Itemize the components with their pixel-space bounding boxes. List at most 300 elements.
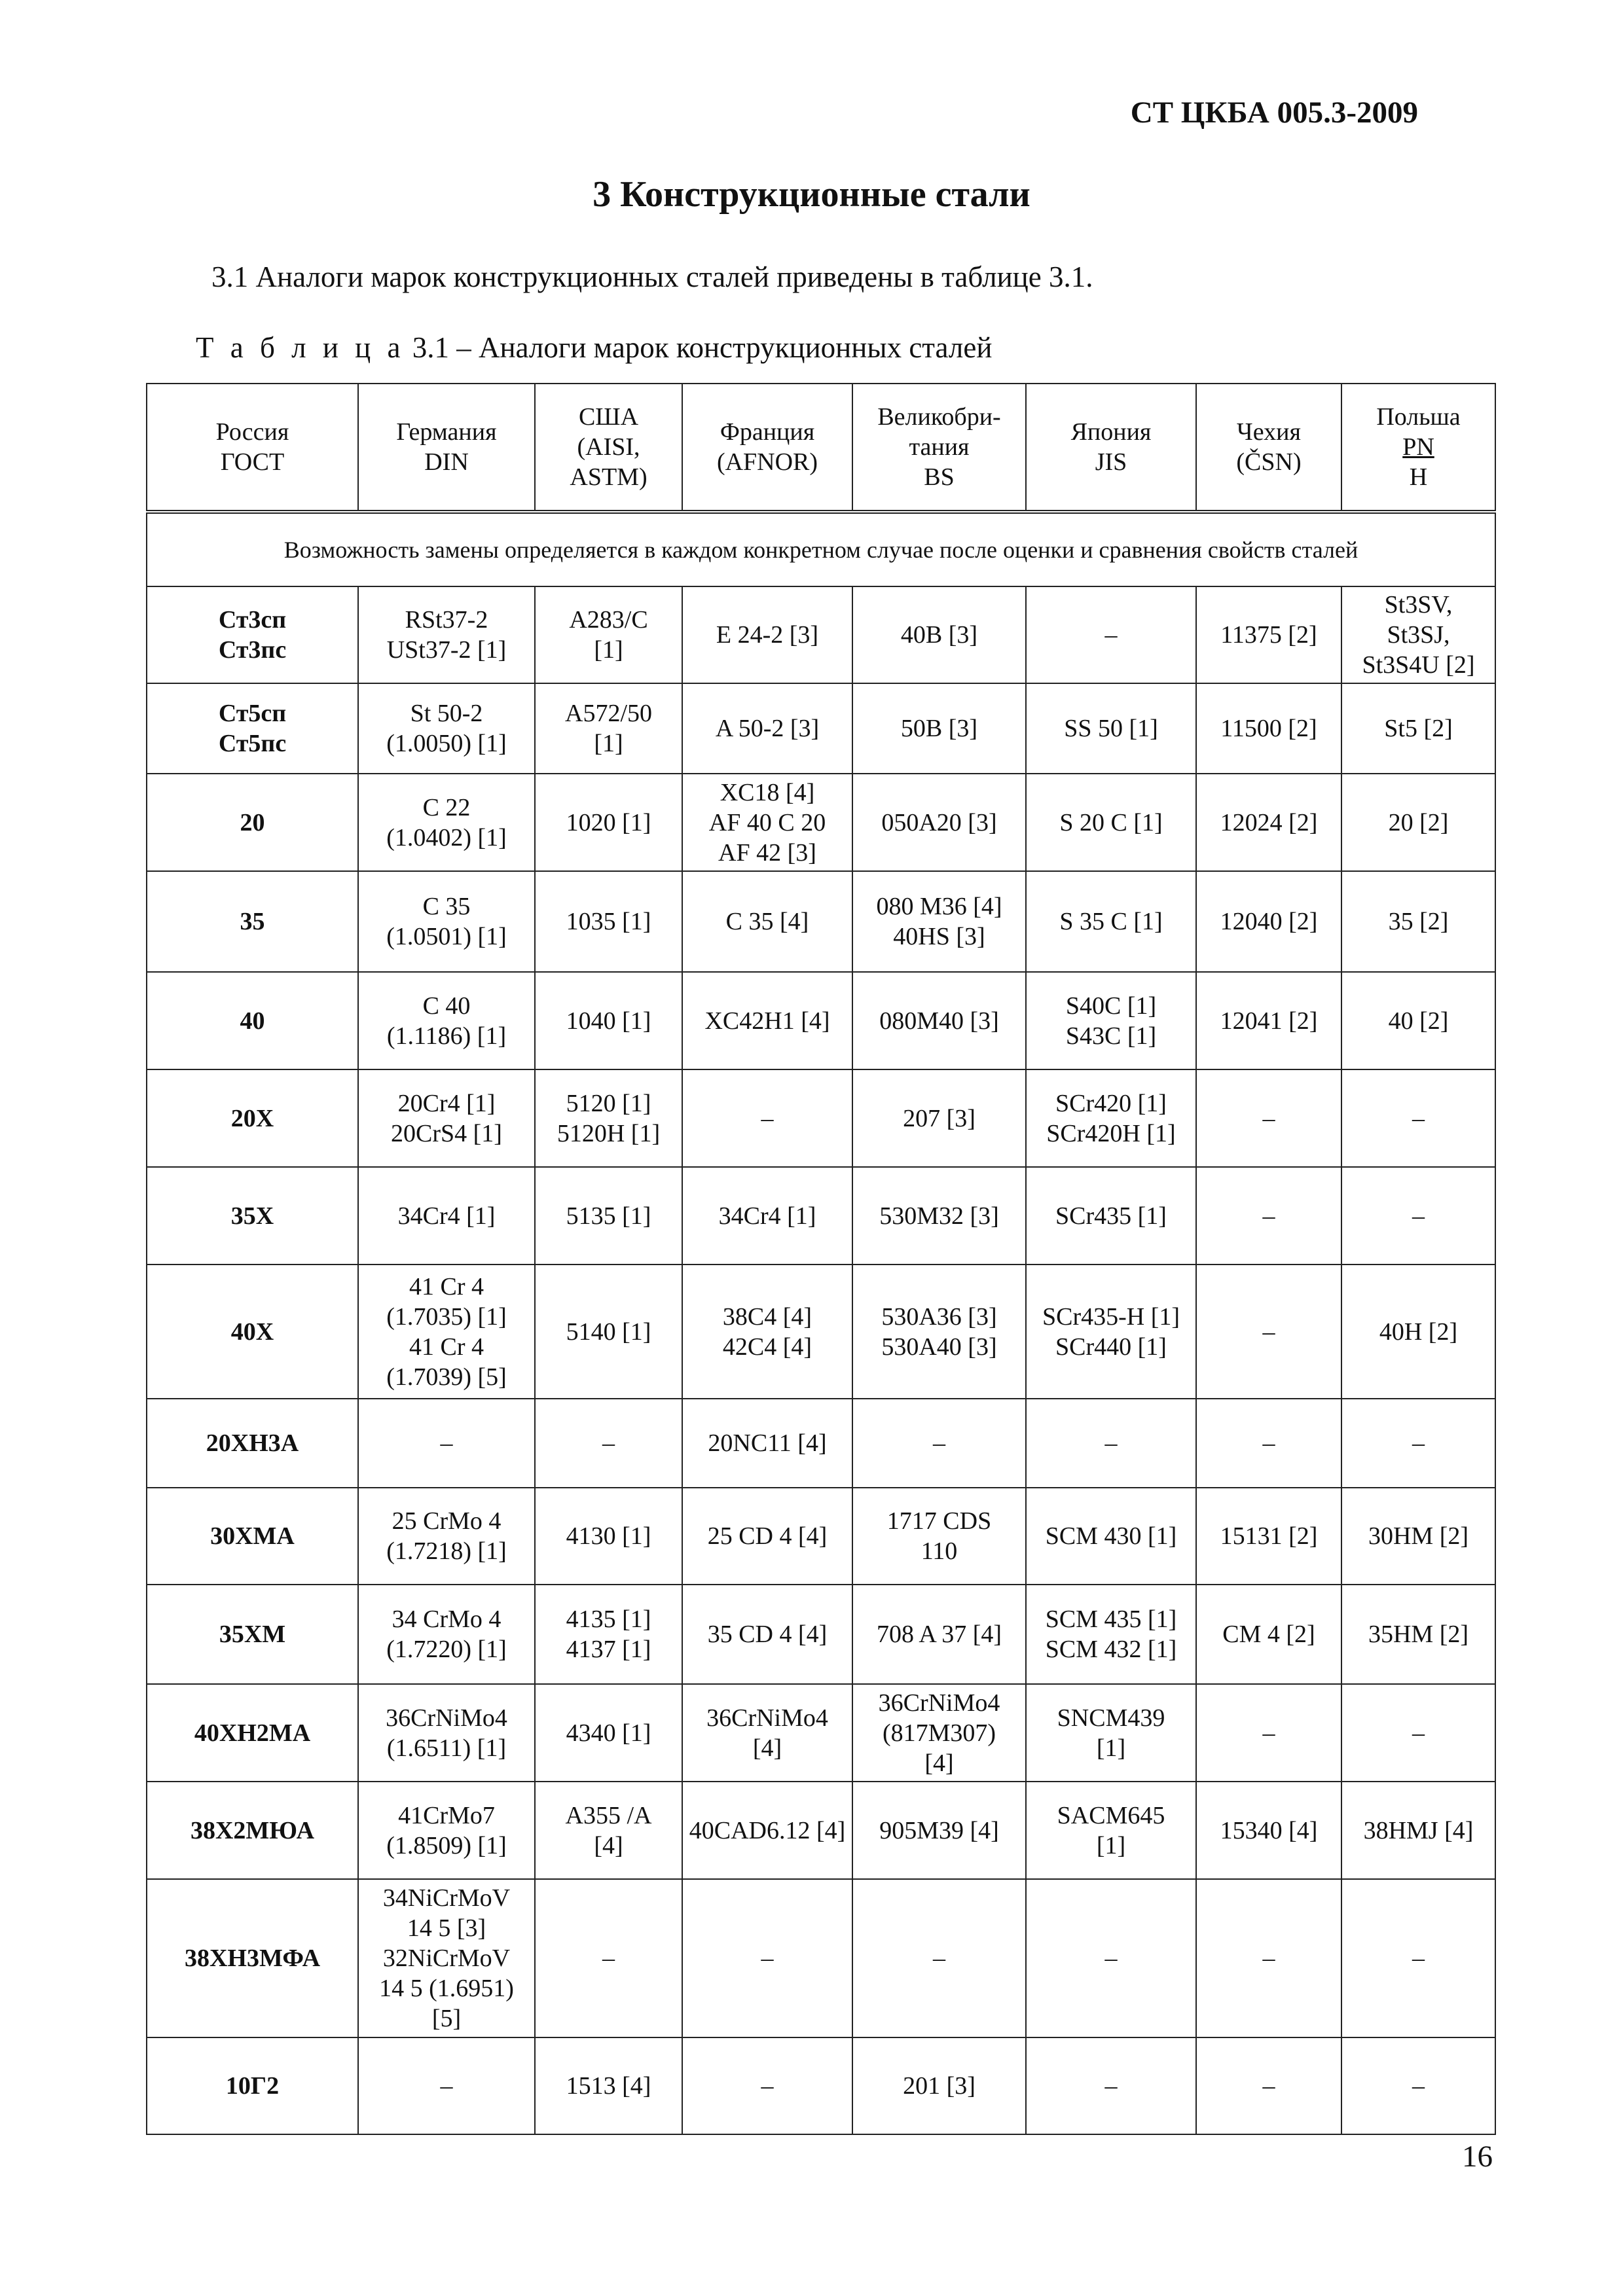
cell-germany [358, 683, 535, 774]
cell-germany [358, 586, 535, 683]
cell-poland [1341, 586, 1495, 683]
cell-czech [1196, 586, 1341, 683]
cell-russia [147, 1399, 358, 1488]
cell-line: 38ХН3МФА [184, 1945, 321, 1972]
intro-paragraph: 3.1 Аналоги марок конструкционных сталей приведены в таблице 3.1. [211, 260, 1093, 293]
cell-germany [358, 1879, 535, 2037]
cell-line: 12040 [2] [1220, 908, 1318, 935]
cell-line: (1.0402) [1] [386, 823, 507, 852]
cell-japan [1026, 1488, 1196, 1585]
cell-russia [147, 586, 358, 683]
cell-line: – [602, 1945, 615, 1972]
cell-france [682, 1879, 852, 2037]
cell-line: (1.6511) [1] [386, 1734, 507, 1762]
cell-uk [852, 2037, 1026, 2134]
cell-line: [4] [752, 1734, 782, 1762]
cell-line: – [1104, 1945, 1118, 1972]
cell-line: C 35 [422, 893, 471, 920]
cell-line: [1] [1096, 1734, 1126, 1762]
cell-line: S43C [1] [1065, 1022, 1157, 1050]
cell-czech [1196, 1265, 1341, 1399]
cell-usa [535, 1488, 682, 1585]
cell-russia [147, 1782, 358, 1879]
table-row [147, 972, 1495, 1069]
table-note-row [147, 512, 1495, 586]
cell-line: – [1412, 1429, 1425, 1457]
cell-line: A355 /A [565, 1801, 652, 1829]
cell-line: S40C [1] [1065, 992, 1157, 1020]
cell-line: XC42H1 [4] [704, 1007, 830, 1035]
cell-line: 530M32 [3] [879, 1202, 999, 1230]
cell-usa [535, 972, 682, 1069]
table-row [147, 1265, 1495, 1399]
cell-line: (1.1186) [1] [386, 1022, 507, 1050]
cell-line: – [1412, 1104, 1425, 1132]
cell-line: (1.0050) [1] [386, 730, 507, 757]
cell-poland [1341, 683, 1495, 774]
cell-line: 30HM [2] [1368, 1522, 1469, 1550]
cell-line: 32NiCrMoV [382, 1945, 511, 1972]
cell-czech [1196, 774, 1341, 871]
cell-czech [1196, 1399, 1341, 1488]
cell-poland [1341, 1782, 1495, 1879]
cell-line: – [1262, 1945, 1275, 1972]
cell-line: 42C4 [4] [722, 1333, 812, 1361]
cell-france [682, 1399, 852, 1488]
cell-line: 1035 [1] [566, 908, 651, 935]
cell-france [682, 871, 852, 972]
cell-uk [852, 774, 1026, 871]
cell-usa [535, 1782, 682, 1879]
cell-czech [1196, 1069, 1341, 1167]
cell-line: 34Cr4 [1] [718, 1202, 816, 1230]
cell-france [682, 1167, 852, 1265]
cell-france [682, 972, 852, 1069]
cell-uk [852, 1069, 1026, 1167]
cell-uk [852, 1879, 1026, 2037]
cell-line: 20 [2] [1388, 808, 1449, 836]
cell-czech [1196, 2037, 1341, 2134]
cell-line: – [602, 1429, 615, 1457]
header-usa: США (AISI, ASTM) [535, 384, 682, 512]
cell-line: 35 [240, 908, 265, 935]
cell-russia [147, 1879, 358, 2037]
cell-line: 20 [240, 808, 265, 836]
cell-line: 1040 [1] [566, 1007, 651, 1035]
cell-line: [1] [1096, 1831, 1126, 1859]
cell-france [682, 586, 852, 683]
cell-line: 10Г2 [225, 2072, 280, 2100]
cell-poland [1341, 2037, 1495, 2134]
cell-poland [1341, 1488, 1495, 1585]
cell-line: A283/C [569, 606, 648, 634]
cell-uk [852, 586, 1026, 683]
cell-line: St5 [2] [1384, 715, 1453, 742]
cell-line: 34 CrMo 4 [392, 1605, 501, 1633]
cell-line: SCr420 [1] [1055, 1089, 1167, 1117]
cell-line: 4135 [1] [566, 1605, 651, 1633]
cell-usa [535, 1399, 682, 1488]
cell-france [682, 2037, 852, 2134]
cell-russia [147, 2037, 358, 2134]
cell-line: 35HM [2] [1368, 1621, 1469, 1648]
cell-uk [852, 1684, 1026, 1782]
cell-line: 050A20 [3] [881, 808, 997, 836]
cell-line: – [1104, 2072, 1118, 2100]
cell-czech [1196, 1879, 1341, 2037]
page-number: 16 [1462, 2140, 1493, 2174]
cell-france [682, 1265, 852, 1399]
cell-germany [358, 1399, 535, 1488]
cell-line: [1] [594, 636, 623, 664]
cell-line: SCM 432 [1] [1045, 1636, 1177, 1663]
cell-france [682, 1782, 852, 1879]
cell-germany [358, 1069, 535, 1167]
cell-line: [1] [594, 730, 623, 757]
cell-line: SNCM439 [1057, 1704, 1165, 1732]
cell-line: Ст5сп [218, 700, 287, 727]
section-title: 3 Конструкционные стали [593, 174, 1030, 215]
table-row [147, 1585, 1495, 1684]
cell-line: 14 5 [3] [407, 1914, 486, 1942]
cell-line: SCM 430 [1] [1045, 1522, 1177, 1550]
cell-france [682, 683, 852, 774]
cell-czech [1196, 1167, 1341, 1265]
cell-line: 5135 [1] [566, 1202, 651, 1230]
cell-line: (1.7035) [1] [386, 1302, 507, 1331]
cell-line: 20NC11 [4] [708, 1429, 827, 1457]
cell-line: 4130 [1] [566, 1522, 651, 1550]
cell-usa [535, 683, 682, 774]
cell-japan [1026, 1585, 1196, 1684]
cell-line: – [1104, 621, 1118, 649]
cell-uk [852, 972, 1026, 1069]
cell-line: 35X [230, 1202, 274, 1230]
cell-line: 530A36 [3] [881, 1302, 997, 1331]
cell-line: St3SV, [1384, 591, 1453, 619]
cell-czech [1196, 1684, 1341, 1782]
cell-russia [147, 1265, 358, 1399]
header-poland: Польша PN H [1341, 384, 1495, 512]
cell-line: 38C4 [4] [722, 1302, 812, 1331]
cell-japan [1026, 1684, 1196, 1782]
cell-line: SCr435-H [1] [1042, 1302, 1180, 1331]
cell-line: 4340 [1] [566, 1719, 651, 1747]
cell-line: – [440, 2072, 453, 2100]
cell-line: – [1412, 1945, 1425, 1972]
cell-line: 15340 [4] [1220, 1816, 1318, 1844]
cell-uk [852, 1167, 1026, 1265]
cell-poland [1341, 1684, 1495, 1782]
table-row [147, 1782, 1495, 1879]
cell-russia [147, 972, 358, 1069]
cell-line: C 35 [4] [725, 908, 809, 935]
cell-line: [5] [431, 2005, 462, 2032]
cell-line: XC18 [4] [720, 778, 815, 806]
cell-line: 708 A 37 [4] [876, 1621, 1002, 1648]
table-header-row [147, 384, 1495, 512]
table-row [147, 1399, 1495, 1488]
cell-line: A572/50 [565, 700, 652, 727]
cell-line: – [440, 1429, 453, 1457]
cell-czech [1196, 683, 1341, 774]
document-code: СТ ЦКБА 005.3-2009 [1130, 96, 1418, 130]
cell-line: USt37-2 [1] [386, 636, 507, 664]
cell-line: Ст3пс [218, 636, 287, 664]
cell-line: Ст3сп [218, 606, 287, 634]
cell-line: 35ХМ [219, 1621, 286, 1648]
cell-usa [535, 2037, 682, 2134]
cell-usa [535, 1585, 682, 1684]
cell-line: 1513 [4] [566, 2072, 651, 2100]
cell-line: 40CAD6.12 [4] [689, 1816, 846, 1844]
cell-czech [1196, 972, 1341, 1069]
cell-line: SCr435 [1] [1055, 1202, 1167, 1230]
cell-line: 34Cr4 [1] [397, 1202, 496, 1230]
header-uk: Великобри- тания BS [852, 384, 1026, 512]
cell-line: 35 [2] [1388, 908, 1449, 935]
cell-usa [535, 774, 682, 871]
cell-line: S 20 C [1] [1059, 808, 1163, 836]
cell-line: 30ХМА [210, 1522, 295, 1550]
cell-uk [852, 683, 1026, 774]
cell-usa [535, 1265, 682, 1399]
cell-russia [147, 1585, 358, 1684]
cell-poland [1341, 1167, 1495, 1265]
cell-line: 36CrNiMo4 [706, 1704, 828, 1732]
cell-japan [1026, 1069, 1196, 1167]
cell-line: – [761, 1104, 774, 1132]
cell-line: 50B [3] [900, 715, 978, 742]
cell-france [682, 1488, 852, 1585]
cell-czech [1196, 1782, 1341, 1879]
cell-line: 11500 [2] [1220, 715, 1317, 742]
cell-japan [1026, 871, 1196, 972]
cell-germany [358, 2037, 535, 2134]
cell-poland [1341, 1585, 1495, 1684]
cell-line: St 50-2 [410, 700, 483, 727]
cell-line: 5120 [1] [566, 1089, 651, 1117]
cell-japan [1026, 1879, 1196, 2037]
cell-czech [1196, 1488, 1341, 1585]
cell-line: – [1262, 1429, 1275, 1457]
table-row [147, 871, 1495, 972]
header-japan: Япония JIS [1026, 384, 1196, 512]
cell-russia [147, 1684, 358, 1782]
cell-line: St3SJ, [1387, 621, 1450, 649]
cell-germany [358, 871, 535, 972]
cell-line: S 35 C [1] [1059, 908, 1163, 935]
cell-line: SACM645 [1057, 1801, 1165, 1829]
cell-line: – [1262, 1104, 1275, 1132]
cell-japan [1026, 972, 1196, 1069]
table-row [147, 1488, 1495, 1585]
cell-line: (1.7218) [1] [386, 1537, 507, 1565]
cell-line: 12024 [2] [1220, 808, 1318, 836]
cell-line: 40ХН2МА [194, 1719, 311, 1747]
cell-line: – [933, 1429, 945, 1457]
cell-line: AF 42 [3] [718, 838, 816, 867]
cell-line: 20X [230, 1104, 274, 1132]
cell-line: 40X [230, 1318, 274, 1346]
cell-line: – [1412, 1202, 1425, 1230]
cell-russia [147, 774, 358, 871]
cell-line: 12041 [2] [1220, 1007, 1318, 1035]
cell-line: 080 M36 [4] [876, 893, 1002, 920]
cell-uk [852, 1782, 1026, 1879]
cell-usa [535, 586, 682, 683]
header-russia: Россия ГОСТ [147, 384, 358, 512]
cell-france [682, 1069, 852, 1167]
cell-line: SS 50 [1] [1064, 715, 1158, 742]
cell-france [682, 1585, 852, 1684]
cell-line: 41 Cr 4 [409, 1333, 484, 1361]
cell-czech [1196, 871, 1341, 972]
table-row [147, 1167, 1495, 1265]
cell-uk [852, 1265, 1026, 1399]
table-note: Возможность замены определяется в каждом конкретном случае после оценки и сравнения свойств сталей [147, 512, 1495, 586]
cell-japan [1026, 1265, 1196, 1399]
cell-germany [358, 972, 535, 1069]
cell-germany [358, 1585, 535, 1684]
cell-germany [358, 1488, 535, 1585]
cell-line: 40 [240, 1007, 265, 1035]
table-row [147, 1069, 1495, 1167]
header-france: Франция (AFNOR) [682, 384, 852, 512]
cell-line: 080M40 [3] [879, 1007, 999, 1035]
cell-line: – [1412, 1719, 1425, 1747]
cell-line: SCr440 [1] [1055, 1333, 1167, 1361]
cell-line: 5140 [1] [566, 1318, 651, 1346]
cell-poland [1341, 1399, 1495, 1488]
cell-france [682, 1684, 852, 1782]
cell-line: (1.7039) [5] [386, 1363, 507, 1391]
cell-line: – [761, 2072, 774, 2100]
cell-line: – [1262, 2072, 1275, 2100]
cell-line: 11375 [2] [1220, 621, 1317, 649]
header-czech: Чехия (ČSN) [1196, 384, 1341, 512]
cell-line: 905M39 [4] [879, 1816, 999, 1844]
table-row [147, 586, 1495, 683]
cell-czech [1196, 1585, 1341, 1684]
cell-japan [1026, 586, 1196, 683]
table-caption-text: 3.1 – Аналоги марок конструкционных сталей [412, 331, 993, 364]
cell-line: 40 [2] [1388, 1007, 1449, 1035]
cell-line: – [1412, 2072, 1425, 2100]
cell-germany [358, 1265, 535, 1399]
cell-line: 20CrS4 [1] [391, 1119, 502, 1147]
table-row [147, 1879, 1495, 2037]
cell-line: 1020 [1] [566, 808, 651, 836]
cell-germany [358, 1684, 535, 1782]
cell-line: 201 [3] [903, 2072, 976, 2100]
cell-line: 38HMJ [4] [1363, 1816, 1474, 1844]
cell-line: C 40 [422, 992, 471, 1020]
cell-line: 530A40 [3] [881, 1333, 997, 1361]
cell-line: RSt37-2 [405, 606, 488, 634]
cell-poland [1341, 871, 1495, 972]
table-caption [196, 329, 992, 366]
cell-line: CM 4 [2] [1222, 1621, 1315, 1648]
cell-germany [358, 1782, 535, 1879]
cell-line: 1717 CDS [886, 1507, 992, 1535]
cell-line: 40B [3] [900, 621, 978, 649]
cell-line: 5120H [1] [556, 1119, 661, 1147]
cell-line: 14 5 (1.6951) [379, 1975, 514, 2002]
cell-line: 20ХН3А [206, 1429, 299, 1457]
cell-usa [535, 871, 682, 972]
table-row [147, 2037, 1495, 2134]
cell-line: – [761, 1945, 774, 1972]
cell-line: SCr420H [1] [1046, 1119, 1176, 1147]
cell-line: 40HS [3] [893, 923, 985, 950]
cell-line: Ст5пс [218, 730, 287, 757]
cell-poland [1341, 1069, 1495, 1167]
cell-poland [1341, 1879, 1495, 2037]
cell-usa [535, 1069, 682, 1167]
cell-line: 34NiCrMoV [382, 1884, 511, 1912]
cell-usa [535, 1167, 682, 1265]
cell-line: – [1262, 1318, 1275, 1346]
cell-line: 25 CrMo 4 [392, 1507, 501, 1535]
cell-line: 36CrNiMo4 [386, 1704, 507, 1732]
cell-uk [852, 1399, 1026, 1488]
cell-line: – [1262, 1202, 1275, 1230]
cell-line: C 22 [422, 793, 471, 821]
cell-japan [1026, 774, 1196, 871]
cell-line: 36CrNiMo4 [878, 1689, 1000, 1717]
cell-russia [147, 1488, 358, 1585]
cell-line: 35 CD 4 [4] [707, 1621, 828, 1648]
cell-russia [147, 1167, 358, 1265]
cell-japan [1026, 2037, 1196, 2134]
cell-line: 207 [3] [903, 1104, 976, 1132]
cell-poland [1341, 774, 1495, 871]
cell-line: – [1104, 1429, 1118, 1457]
cell-usa [535, 1879, 682, 2037]
table-row [147, 774, 1495, 871]
cell-russia [147, 1069, 358, 1167]
cell-line: (1.0501) [1] [386, 923, 507, 950]
cell-japan [1026, 683, 1196, 774]
cell-poland [1341, 1265, 1495, 1399]
cell-line: 38Х2МЮА [190, 1816, 315, 1844]
cell-line: – [1262, 1719, 1275, 1747]
steel-analogs-table [146, 383, 1496, 2135]
cell-line: (1.8509) [1] [386, 1831, 507, 1859]
table-row [147, 1684, 1495, 1782]
cell-japan [1026, 1167, 1196, 1265]
cell-russia [147, 871, 358, 972]
cell-line: 20Cr4 [1] [397, 1089, 496, 1117]
cell-line: 110 [921, 1537, 958, 1565]
cell-line: – [933, 1945, 945, 1972]
cell-poland [1341, 972, 1495, 1069]
cell-france [682, 774, 852, 871]
cell-line: 41CrMo7 [398, 1801, 495, 1829]
cell-germany [358, 774, 535, 871]
cell-germany [358, 1167, 535, 1265]
cell-line: 40H [2] [1379, 1318, 1458, 1346]
cell-line: 4137 [1] [566, 1636, 651, 1663]
cell-usa [535, 1684, 682, 1782]
table-row [147, 683, 1495, 774]
cell-uk [852, 1585, 1026, 1684]
cell-line: 41 Cr 4 [409, 1272, 484, 1300]
cell-line: SCM 435 [1] [1045, 1605, 1177, 1633]
cell-russia [147, 683, 358, 774]
cell-japan [1026, 1399, 1196, 1488]
